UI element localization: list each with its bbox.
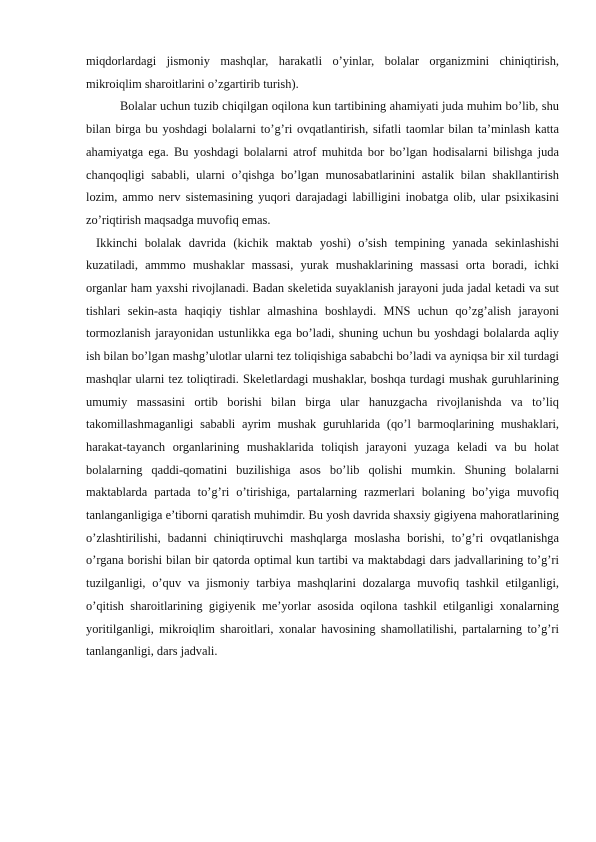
paragraph-daily-routine: Bolalar uchun tuzib chiqilgan oqilona kun tartibining ahamiyati juda muhim bo’lib, shu bilan birga bu yoshdagi bolalarni to’g’ri ovqatlantirish, sifatli taomlar bilan ta’minlash katta ahamiyatga ega. Bu yoshdagi bolalarni atrof muhitda bor bo’lgan hodisalarni bilishga juda chanqoqligi sababli, ularni o’qishga bo’lgan munosabatlarinini astalik bilan shakllantirish lozim, ammo nerv sistemasining yuqori darajadagi labilligini inobatga olib, ular psixikasini zo’riqtirish maqsadga muvofiq emas. <box>86 99 559 227</box>
paragraph-second-childhood: Ikkinchi bolalak davrida (kichik maktab yoshi) o’sish tempining yanada sekinlashishi kuzatiladi, ammmo mushaklar massasi, yurak mushaklarining massasi orta boradi, ichki organlar ham yaxshi rivojlanadi. Badan skeletida suyaklanish jarayoni juda jadal ketadi va sut tishlari sekin-asta haqiqiy tishlar almashina boshlaydi. MNS uchun qo’zg’alish jarayoni tormozlanish jarayonidan ustunlikka ega bo’ladi, shuning uchun bu yoshdagi bolalarda aqliy ish bilan bo’lgan mashg’ulotlar ularni tez toliqishiga sababchi bo’ladi va ayniqsa bir xil turdagi mashqlar ularni tez toliqtiradi. Skeletlardagi mushaklar, boshqa turdagi mushak guruhlarining umumiy massasini ortib borishi bilan birga ular hanuzgacha rivojlanishda va to’liq takomillashmaganligi sababli ayrim mushak guruhlarida (qo’l barmoqlarining mushaklari, harakat-tayanch organlarining mushaklarida toliqish jarayoni yuzaga keladi va bu holat bolalarning qaddi-qomatini buzilishiga asos bo’lib qolishi mumkin. Shuning bolalarni maktablarda partada to’g’ri o’tirishiga, partalarning razmerlari bolaning bo’yiga muvofiq tanlanganligiga e’tiborni qaratish muhimdir. Bu yosh davrida shaxsiy gigiyena mahoratlarining o’zlashtirilishi, badanni chiniqtiruvchi mashqlarga moslasha borishi, to’g’ri ovqatlanishga o’rgana borishi bilan bir qatorda optimal kun tartibi va maktabdagi dars jadvallarining to’g’ri tuzilganligi, o’quv va jismoniy tarbiya mashqlarini dozalarga muvofiq tashkil etilganligi, o’qitish sharoitlarining gigiyenik me’yorlar asosida oqilona tashkil etilganligi xonalarning yoritilganligi, mikroiqlim sharoitlari, xonalar havosining shamollatilishi, partalarning to’g’ri tanlanganligi, dars jadvali. <box>86 235 559 659</box>
body-text <box>86 50 559 663</box>
paragraph-continuation: miqdorlardagi jismoniy mashqlar, harakatli o’yinlar, bolalar organizmini chiniqtirish, mikroiqlim sharoitlarini o’zgartirib turish). <box>86 54 559 91</box>
